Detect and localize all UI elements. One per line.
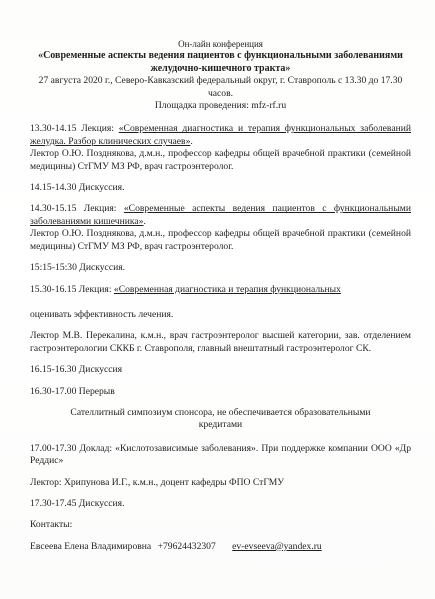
- conference-title: «Современные аспекты ведения пациентов с функциональными заболеваниями желудочно-кишечного тракта»: [38, 50, 403, 74]
- conference-header: [30, 38, 411, 112]
- program-item-3: 14.30-15.15 Лекция: «Современные аспекты ведения пациентов с функциональными заболеваниями кишечника». Лектор О.Ю. Позднякова, д.м.н., профессор кафедры общей врачебной практики (семейной медицины) СтГМУ МЗ РФ, врач гастроэнтеролог.: [30, 203, 411, 252]
- symposium-report: 17.00-17.30 Доклад: «Кислотозависимые заболевания». При поддержке компании ООО «Др Реддис»: [30, 442, 411, 467]
- item-time: 14.30-15.15: [30, 203, 77, 215]
- program-item-5: [30, 284, 411, 356]
- contact-email-link[interactable]: ev-evseeva@yandex.ru: [232, 540, 322, 552]
- conference-type: Он-лайн конференция: [178, 39, 263, 49]
- program-item-4: 15:15-15:30 Дискуссия.: [30, 262, 126, 274]
- item-speaker: Лектор О.Ю. Позднякова, д.м.н., профессор кафедры общей врачебной практики (семейной медицины) СтГМУ МЗ РФ, врач гастроэнтеролог.: [30, 148, 411, 172]
- contact-phone: +79624432307: [157, 540, 216, 552]
- item-kind: Лекция:: [78, 283, 112, 295]
- conference-platform: Площадка проведения: mfz-rf.ru: [154, 100, 287, 112]
- contact-name: Евсеева Елена Владимировна: [30, 540, 152, 552]
- program-item-7: 16.30-17.00 Перерыв: [30, 385, 115, 397]
- item-kind: Лекция:: [81, 123, 114, 135]
- conference-date-place: 27 августа 2020 г., Северо-Кавказский федеральный округ, г. Ставрополь с 13.30 до 17.30 часов.: [38, 75, 403, 99]
- item-speaker: Лектор М.В. Перекалина, к.м.н., врач гастроэнтеролог высшей категории, зав. отделением гастроэнтерологии СККБ г. Ставрополя, главный внештатный гастроэнтеролог СК.: [30, 330, 411, 354]
- program-item-1: 13.30-14.15 Лекция: «Современная диагностика и терапия функциональных заболеваний желудка. Разбор клинических случаев». Лектор О.Ю. Позднякова, д.м.н., профессор кафедры общей врачебной практики (семейной медицины) СтГМУ МЗ РФ, врач гастроэнтеролог.: [30, 123, 411, 172]
- item-time: 13.30-14.15: [30, 123, 77, 135]
- item-topic: «Современная диагностика и терапия функциональных: [113, 283, 341, 295]
- symposium-discussion: 17.30-17.45 Дискуссия.: [30, 497, 125, 509]
- item-topic: «Современные аспекты ведения пациентов с функциональными заболеваниями кишечника»: [30, 203, 411, 227]
- symposium-heading: Сателлитный симпозиум спонсора, не обеспечивается образовательными кредитами: [70, 406, 371, 431]
- item-speaker: Лектор О.Ю. Позднякова, д.м.н., профессор кафедры общей врачебной практики (семейной медицины) СтГМУ МЗ РФ, врач гастроэнтеролог.: [30, 228, 411, 252]
- program-item-2: 14.15-14.30 Дискуссия.: [30, 182, 125, 194]
- symposium-speaker: Лектор: Хрипунова И.Г., к.м.н., доцент кафедры ФПО СтГМУ: [30, 476, 285, 488]
- contacts-line: [30, 541, 411, 553]
- item-continuation: оценивать эффективность лечения.: [30, 308, 174, 320]
- item-kind: Лекция:: [83, 203, 117, 215]
- item-time: 15.30-16.15: [30, 283, 77, 295]
- item-topic: «Современная диагностика и терапия функциональных заболеваний желудка. Разбор клинических случаев»: [30, 123, 411, 147]
- program-item-6: 16.15-16.30 Дискуссия: [30, 364, 123, 376]
- contacts-label: Контакты:: [30, 519, 73, 531]
